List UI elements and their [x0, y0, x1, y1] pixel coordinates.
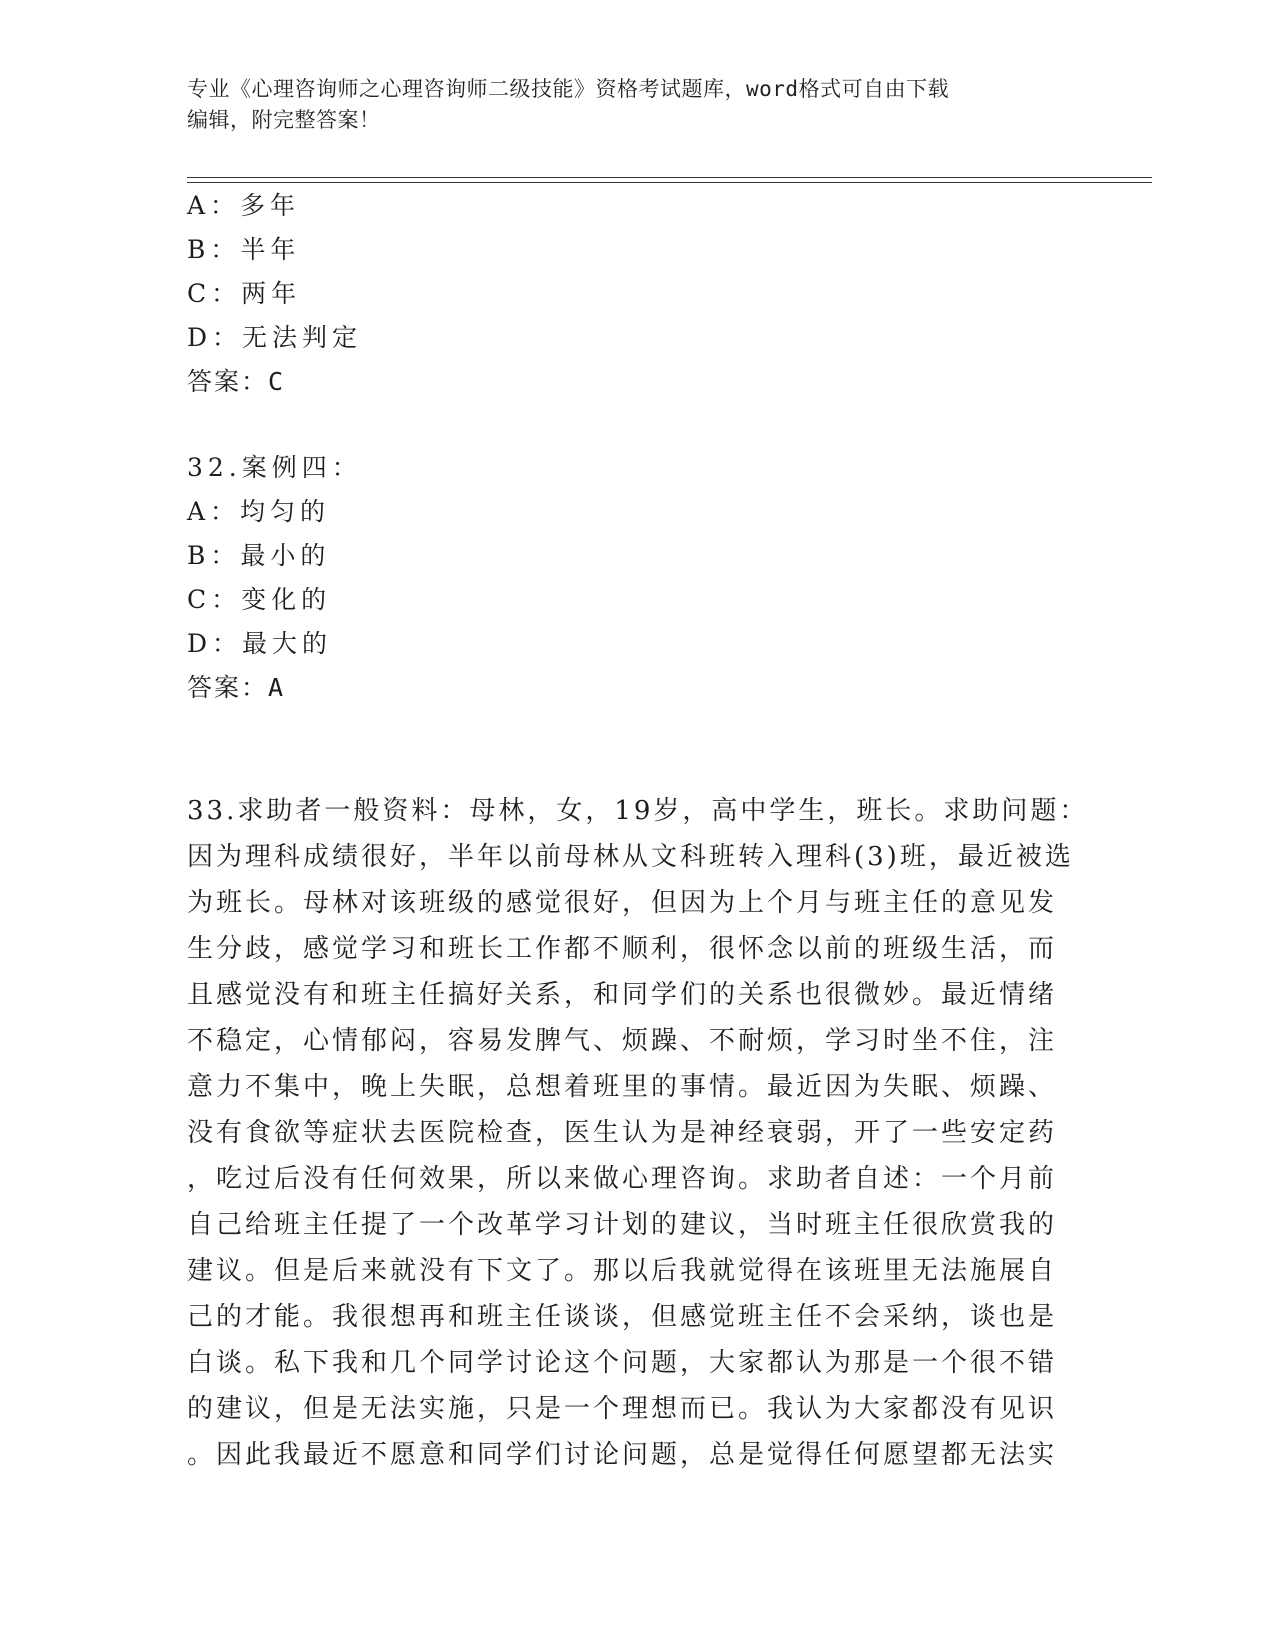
q33-line: 生分歧，感觉学习和班长工作都不顺利，很怀念以前的班级生活，而 — [187, 934, 1058, 964]
q33-line: 自己给班主任提了一个改革学习计划的建议，当时班主任很欣赏我的 — [187, 1210, 1058, 1240]
q31-option-d: D：无法判定 — [187, 323, 363, 352]
header-line-1: 专业《心理咨询师之心理咨询师二级技能》资格考试题库，word格式可自由下载 — [187, 77, 950, 101]
q33-line: 为班长。母林对该班级的感觉很好，但因为上个月与班主任的意见发 — [187, 888, 1058, 918]
q33-paragraph — [187, 788, 1089, 1478]
q32-option-b: B：最小的 — [187, 541, 331, 570]
header-divider-bottom — [187, 182, 1152, 183]
q33-line: 的建议，但是无法实施，只是一个理想而已。我认为大家都没有见识 — [187, 1394, 1058, 1424]
q32-title: 32.案例四： — [187, 453, 362, 482]
q33-line: 不稳定，心情郁闷，容易发脾气、烦躁、不耐烦，学习时坐不住，注 — [187, 1026, 1058, 1056]
header-divider-top — [187, 177, 1152, 178]
q31-option-c: C：两年 — [187, 279, 302, 308]
q33-line: 。因此我最近不愿意和同学们讨论问题，总是觉得任何愿望都无法实 — [187, 1440, 1058, 1470]
q33-line: 33.求助者一般资料：母林，女，19岁，高中学生，班长。求助问题： — [187, 796, 1089, 826]
q31-answer: 答案：C — [187, 367, 286, 396]
q33-line: 因为理科成绩很好，半年以前母林从文科班转入理科(3)班，最近被选 — [187, 842, 1074, 872]
q32-option-c: C：变化的 — [187, 585, 332, 614]
q33-line: 没有食欲等症状去医院检查，医生认为是神经衰弱，开了一些安定药 — [187, 1118, 1058, 1148]
q31-option-a: A：多年 — [187, 191, 301, 220]
q33-line: 己的才能。我很想再和班主任谈谈，但感觉班主任不会采纳，谈也是 — [187, 1302, 1058, 1332]
q33-line: ，吃过后没有任何效果，所以来做心理咨询。求助者自述：一个月前 — [187, 1164, 1058, 1194]
q32-option-d: D：最大的 — [187, 629, 333, 658]
q31-option-b: B：半年 — [187, 235, 301, 264]
header-line-2: 编辑，附完整答案！ — [187, 108, 381, 132]
document-header — [187, 74, 1087, 136]
q33-line: 建议。但是后来就没有下文了。那以后我就觉得在该班里无法施展自 — [187, 1256, 1058, 1286]
q33-line: 且感觉没有和班主任搞好关系，和同学们的关系也很微妙。最近情绪 — [187, 980, 1058, 1010]
q32-answer: 答案：A — [187, 673, 286, 702]
q33-line: 意力不集中，晚上失眠，总想着班里的事情。最近因为失眠、烦躁、 — [187, 1072, 1058, 1102]
q33-line: 白谈。私下我和几个同学讨论这个问题，大家都认为那是一个很不错 — [187, 1348, 1058, 1378]
q32-option-a: A：均匀的 — [187, 497, 331, 526]
